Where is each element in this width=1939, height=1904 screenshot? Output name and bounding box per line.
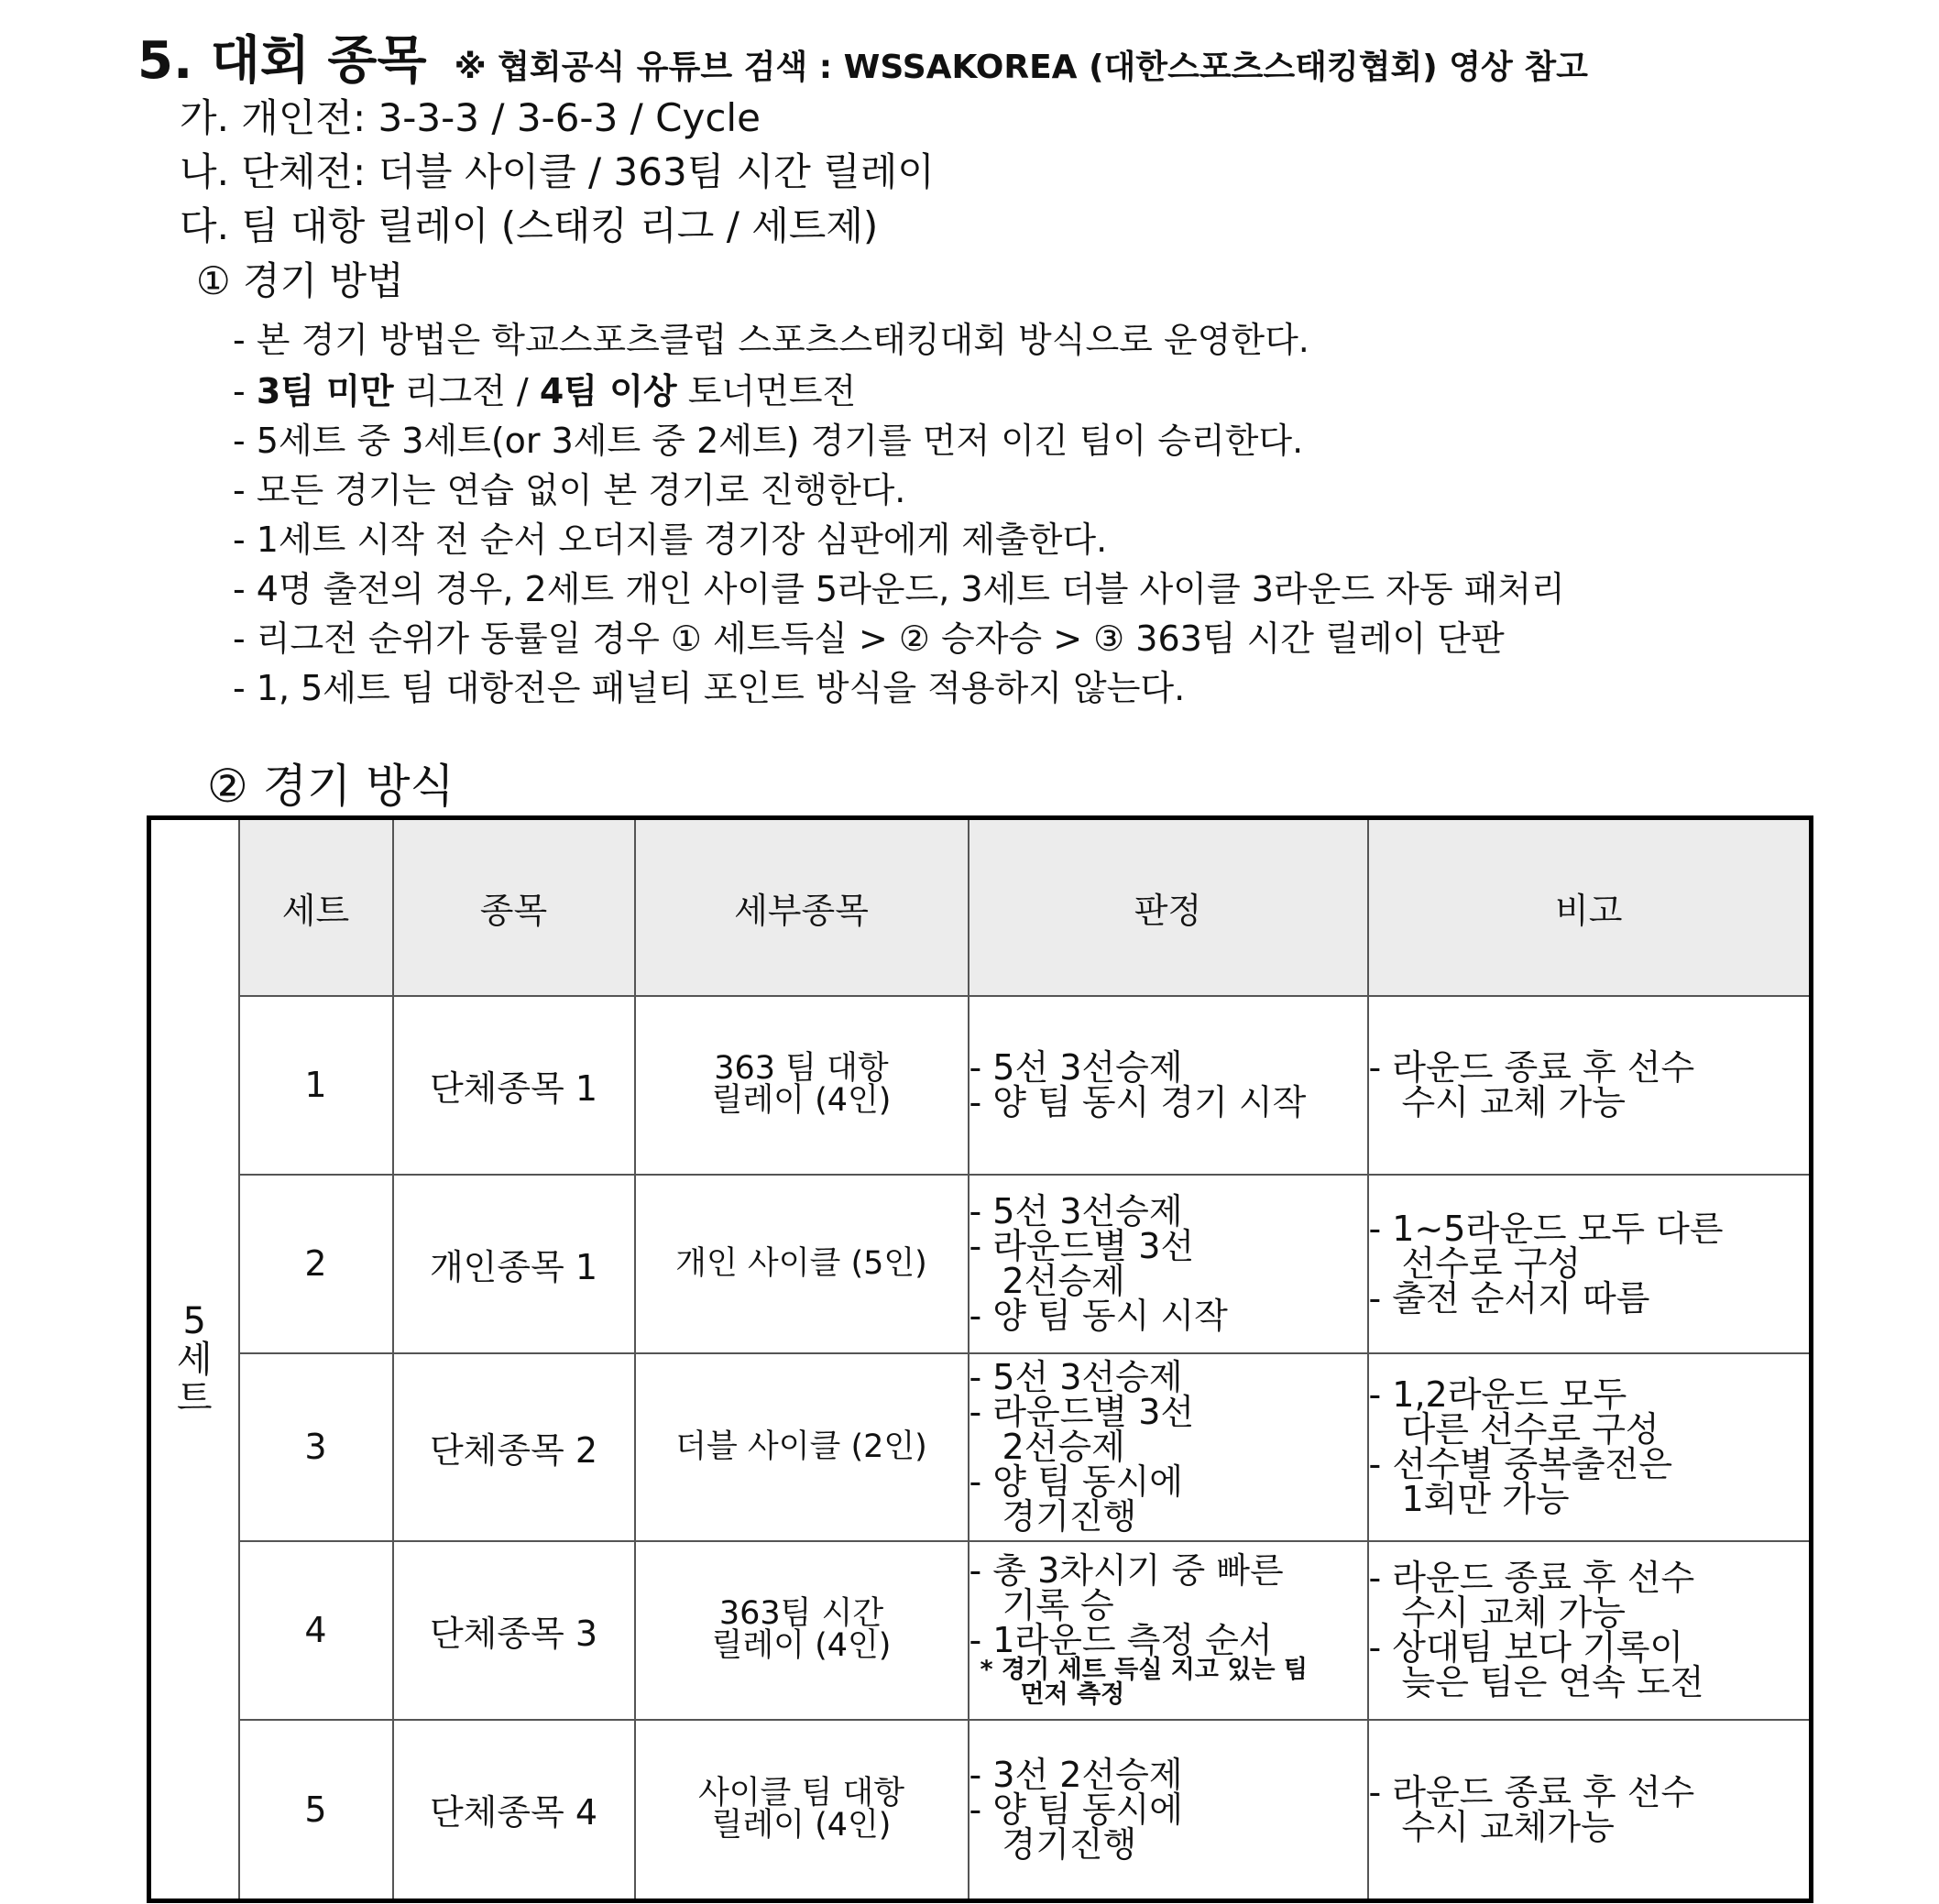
cell-event: 단체종목 1 xyxy=(393,996,635,1175)
detail-line: 사이클 팀 대항 xyxy=(697,1774,905,1811)
judging-line: 기록 승 xyxy=(1002,1585,1114,1625)
judging-line: - 1라운드 측정 순서 xyxy=(969,1620,1273,1660)
cell-judging xyxy=(969,1720,1368,1901)
remarks-line: 수시 교체가능 xyxy=(1401,1806,1615,1847)
table-header-row xyxy=(149,818,1812,996)
judging-line: 경기진행 xyxy=(1002,1823,1137,1865)
detail-line: 릴레이 (4인) xyxy=(711,1627,892,1664)
cell-detail xyxy=(635,1353,969,1541)
event-item-individual: 가. 개인전: 3-3-3 / 3-6-3 / Cycle xyxy=(180,95,761,140)
cell-remarks xyxy=(1368,1720,1812,1901)
judging-note-line: 먼저 측정 xyxy=(1020,1680,1125,1709)
remarks-line: - 상대팀 보다 기록이 xyxy=(1368,1627,1684,1668)
remarks-line: - 선수별 중복출전은 xyxy=(1368,1444,1673,1484)
side-label-5-sets xyxy=(149,818,239,1901)
cell-detail xyxy=(635,1720,969,1901)
method-bullet: - 1세트 시작 전 순서 오더지를 경기장 심판에게 제출한다. xyxy=(233,520,1108,560)
table-row xyxy=(149,1353,1812,1541)
method-bullet: - 본 경기 방법은 학교스포츠클럽 스포츠스태킹대회 방식으로 운영한다. xyxy=(233,320,1309,360)
cell-set: 5 xyxy=(239,1720,393,1901)
league-bold-under-3: 3팀 미만 xyxy=(256,371,394,411)
judging-line: - 총 3차시기 중 빠른 xyxy=(969,1550,1284,1591)
method-bullet: - 5세트 중 3세트(or 3세트 중 2세트) 경기를 먼저 이긴 팀이 승리한다. xyxy=(233,421,1304,461)
table-row xyxy=(149,996,1812,1175)
cell-judging xyxy=(969,1175,1368,1353)
remarks-line: - 라운드 종료 후 선수 xyxy=(1368,1771,1695,1812)
remarks-line: - 1~5라운드 모두 다른 xyxy=(1368,1209,1724,1249)
header-judging: 판정 xyxy=(969,818,1368,996)
section-title: 5. 대회 종목 xyxy=(137,31,427,91)
remarks-line: - 출전 순서지 따름 xyxy=(1368,1278,1650,1319)
detail-line: 릴레이 (4인) xyxy=(711,1806,892,1844)
judging-line: - 5선 3선승제 xyxy=(969,1191,1183,1231)
cell-detail xyxy=(635,1175,969,1353)
judging-line: 2선승제 xyxy=(1002,1427,1125,1467)
cell-remarks xyxy=(1368,1541,1812,1720)
cell-set: 3 xyxy=(239,1353,393,1541)
table-row xyxy=(149,1175,1812,1353)
detail-line: 363팀 시간 xyxy=(718,1595,884,1632)
table-row xyxy=(149,1720,1812,1901)
header-event: 종목 xyxy=(393,818,635,996)
header-detail: 세부종목 xyxy=(635,818,969,996)
side-label-char: 5 xyxy=(182,1299,206,1342)
judging-line: - 라운드별 3선 xyxy=(969,1392,1195,1432)
side-label-char: 트 xyxy=(176,1376,213,1419)
cell-remarks xyxy=(1368,1175,1812,1353)
remarks-line: 수시 교체 가능 xyxy=(1401,1592,1626,1633)
league-dash: - xyxy=(233,371,246,411)
method-bullet-league xyxy=(233,363,856,413)
remarks-line: - 라운드 종료 후 선수 xyxy=(1368,1047,1695,1088)
judging-line: - 양 팀 동시에 xyxy=(969,1789,1183,1830)
remarks-line: 선수로 구성 xyxy=(1401,1243,1582,1284)
cell-remarks xyxy=(1368,996,1812,1175)
judging-line: 2선승제 xyxy=(1002,1261,1125,1301)
detail-line: 더블 사이클 (2인) xyxy=(675,1428,927,1465)
detail-line: 개인 사이클 (5인) xyxy=(675,1244,927,1282)
remarks-line: 수시 교체 가능 xyxy=(1401,1082,1626,1122)
remarks-line: 다른 선수로 구성 xyxy=(1401,1409,1660,1450)
cell-set: 2 xyxy=(239,1175,393,1353)
cell-event: 단체종목 2 xyxy=(393,1353,635,1541)
method-bullet: - 1, 5세트 팀 대항전은 패널티 포인트 방식을 적용하지 않는다. xyxy=(233,668,1186,708)
header-set: 세트 xyxy=(239,818,393,996)
section-note: ※ 협회공식 유튜브 검색 : WSSAKOREA (대한스포츠스태킹협회) 영상 참고 xyxy=(454,49,1588,86)
event-item-team: 나. 단체전: 더블 사이클 / 363팀 시간 릴레이 xyxy=(180,149,935,194)
side-label-char: 세 xyxy=(176,1338,213,1381)
detail-line: 릴레이 (4인) xyxy=(711,1082,892,1119)
format-title: ② 경기 방식 xyxy=(207,760,455,813)
remarks-line: - 라운드 종료 후 선수 xyxy=(1368,1558,1695,1598)
league-text-league: 리그전 / xyxy=(404,371,529,411)
judging-note-line: * 경기 세트 득실 지고 있는 팀 xyxy=(980,1656,1308,1684)
judging-line: - 양 팀 동시 경기 시작 xyxy=(969,1082,1307,1122)
cell-set: 4 xyxy=(239,1541,393,1720)
league-text-tournament: 토너먼트전 xyxy=(687,371,857,411)
league-bold-over-4: 4팀 이상 xyxy=(539,371,677,411)
judging-line: - 양 팀 동시에 xyxy=(969,1461,1183,1502)
detail-line: 363 팀 대항 xyxy=(714,1050,889,1087)
cell-judging xyxy=(969,996,1368,1175)
table-row xyxy=(149,1541,1812,1720)
judging-line: - 라운드별 3선 xyxy=(969,1226,1195,1266)
judging-line: - 5선 3선승제 xyxy=(969,1047,1183,1088)
cell-event: 개인종목 1 xyxy=(393,1175,635,1353)
cell-remarks xyxy=(1368,1353,1812,1541)
cell-judging xyxy=(969,1353,1368,1541)
judging-line: - 5선 3선승제 xyxy=(969,1357,1183,1397)
remarks-line: 1회만 가능 xyxy=(1401,1479,1570,1519)
cell-detail xyxy=(635,1541,969,1720)
remarks-line: - 1,2라운드 모두 xyxy=(1368,1374,1627,1415)
header-remarks: 비고 xyxy=(1368,818,1812,996)
cell-detail xyxy=(635,996,969,1175)
method-bullet: - 모든 경기는 연습 없이 본 경기로 진행한다. xyxy=(233,470,906,510)
judging-line: 경기진행 xyxy=(1002,1496,1137,1537)
remarks-line: 늦은 팀은 연속 도전 xyxy=(1401,1662,1704,1702)
judging-line: - 3선 2선승제 xyxy=(969,1754,1183,1795)
method-title: ① 경기 방법 xyxy=(196,258,404,303)
method-bullet: - 리그전 순위가 동률일 경우 ① 세트득실 > ② 승자승 > ③ 363팀 시간 릴레이 단판 xyxy=(233,618,1505,659)
format-table xyxy=(147,815,1813,1903)
cell-event: 단체종목 3 xyxy=(393,1541,635,1720)
cell-judging xyxy=(969,1541,1368,1720)
method-bullet: - 4명 출전의 경우, 2세트 개인 사이클 5라운드, 3세트 더블 사이클 3라운드 자동 패처리 xyxy=(233,569,1565,609)
section-heading xyxy=(137,20,1588,93)
event-item-relay: 다. 팀 대항 릴레이 (스태킹 리그 / 세트제) xyxy=(180,203,879,248)
judging-line: - 양 팀 동시 시작 xyxy=(969,1296,1228,1336)
cell-event: 단체종목 4 xyxy=(393,1720,635,1901)
cell-set: 1 xyxy=(239,996,393,1175)
